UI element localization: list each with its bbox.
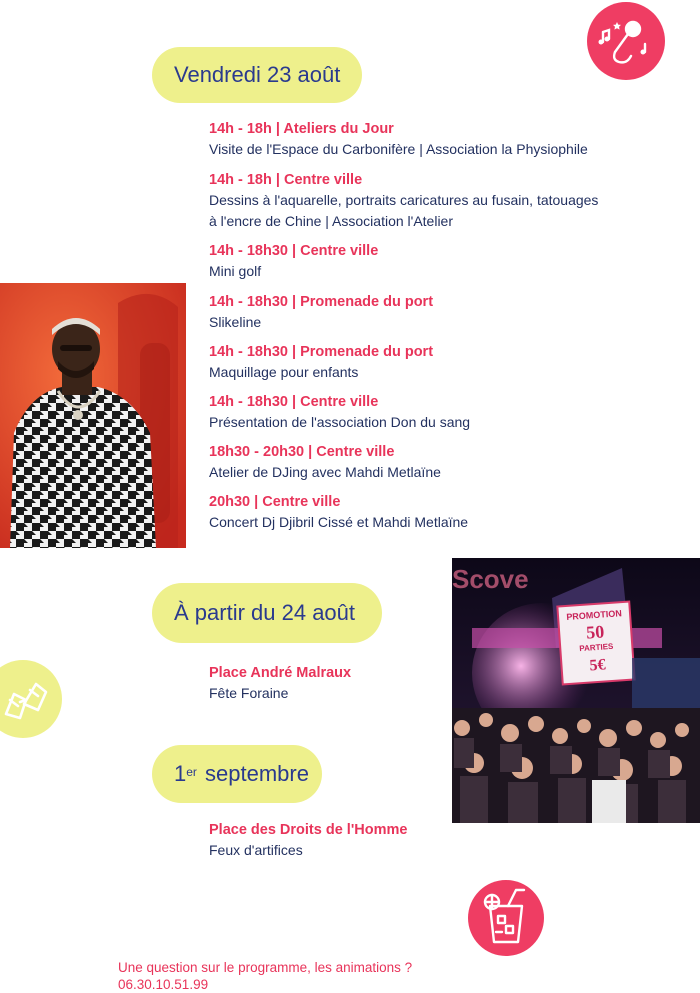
event-item [209,241,649,282]
event-item [209,170,649,232]
section-heading-day: 1 [174,761,187,786]
event-item [209,119,649,160]
footer-question: Une question sur le programme, les animations ? [118,960,413,975]
event-item [209,342,649,383]
section-heading-from-24 [152,583,382,643]
event-desc: Slikeline [209,314,262,330]
fair-sign-line2: 50 [585,621,605,643]
event-time: 14h - 18h | Ateliers du Jour [209,121,394,137]
event-place: Place André Malraux [209,665,352,681]
event-item [209,442,649,483]
fair-sign-line3: PARTIES [579,641,614,654]
event-desc: Feux d'artifices [209,842,303,858]
event-time: 14h - 18h30 | Centre ville [209,243,379,259]
event-time: 14h - 18h | Centre ville [209,172,363,188]
fair-sign-line4: 5€ [588,656,607,675]
section-heading-friday [152,47,362,103]
event-desc-line2: à l'encre de Chine | Association l'Atelier [209,213,454,229]
event-desc: Mini golf [209,263,262,279]
event-item [209,292,649,333]
section-heading-month: septembre [198,761,309,786]
event-desc: Atelier de DJing avec Mahdi Metlaïne [209,464,441,480]
event-time: 14h - 18h30 | Centre ville [209,394,379,410]
footer [118,959,412,993]
footer-phone[interactable]: 06.30.10.51.99 [118,977,209,992]
event-time: 14h - 18h30 | Promenade du port [209,294,434,310]
dj-photo [0,283,186,548]
svg-text:Scove: Scove [452,564,529,594]
sunglasses-icon [0,660,62,738]
event-item [209,392,649,433]
event-desc: Visite de l'Espace du Carbonifère | Association la Physiophile [209,141,588,157]
funfair-photo [452,558,700,823]
event-time: 18h30 - 20h30 | Centre ville [209,444,395,460]
event-desc: Concert Dj Djibril Cissé et Mahdi Metlaïne [209,514,469,530]
event-desc: Dessins à l'aquarelle, portraits caricatures au fusain, tatouages [209,192,599,208]
fair-sign-line1: PROMOTION [566,608,623,622]
event-time: 14h - 18h30 | Promenade du port [209,344,434,360]
event-place: Place des Droits de l'Homme [209,822,408,838]
event-item [209,492,649,533]
event-time: 20h30 | Centre ville [209,494,341,510]
event-desc: Présentation de l'association Don du sang [209,414,471,430]
cocktail-icon [468,880,544,956]
section-heading-text: Vendredi 23 août [174,62,341,87]
microphone-icon [587,2,665,80]
event-item [209,820,649,861]
section-heading-ordinal: er [186,765,197,779]
section-heading-text: À partir du 24 août [174,600,356,625]
section-heading-september [152,745,322,803]
event-desc: Maquillage pour enfants [209,364,359,380]
event-desc: Fête Foraine [209,685,289,701]
